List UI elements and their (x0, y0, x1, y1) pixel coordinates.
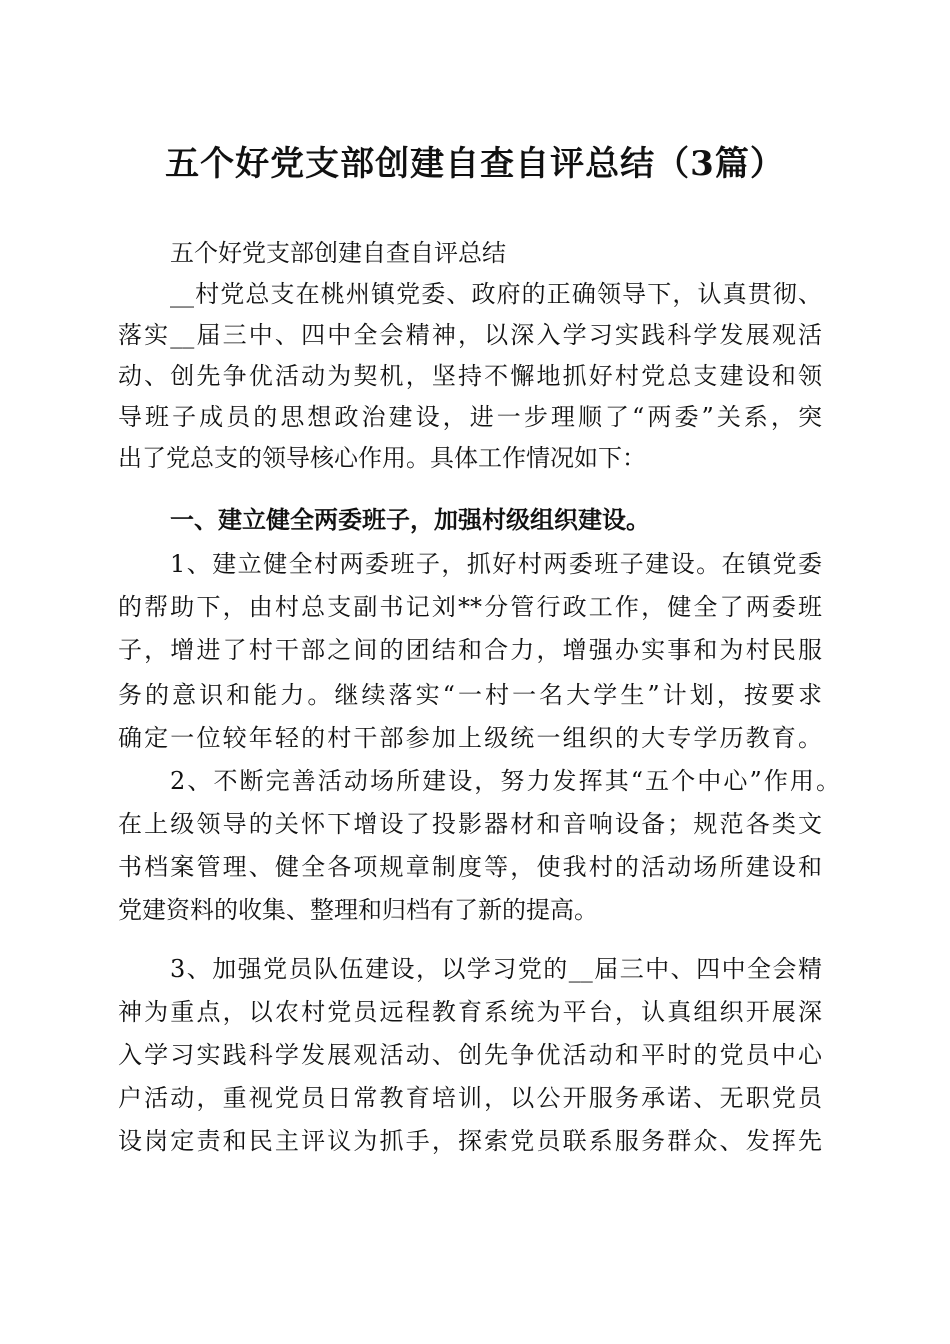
document-title: 五个好党支部创建自查自评总结（3篇） (165, 144, 785, 184)
paragraph-line: 书档案管理、健全各项规章制度等，使我村的活动场所建设和 (118, 853, 822, 881)
paragraph-line: 3、加强党员队伍建设，以学习党的__届三中、四中全会精 (170, 955, 822, 983)
paragraph-line: 动、创先争优活动为契机，坚持不懈地抓好村党总支建设和领 (118, 362, 822, 390)
paragraph-line: 党建资料的收集、整理和归档有了新的提高。 (118, 896, 598, 924)
paragraph-line: 神为重点，以农村党员远程教育系统为平台，认真组织开展深 (118, 998, 822, 1026)
paragraph-line: 户活动，重视党员日常教育培训，以公开服务承诺、无职党员 (118, 1084, 822, 1112)
paragraph-line: __村党总支在桃州镇党委、政府的正确领导下，认真贯彻、 (170, 280, 822, 308)
paragraph-line: 设岗定责和民主评议为抓手，探索党员联系服务群众、发挥先 (118, 1127, 822, 1155)
paragraph-line: 务的意识和能力。继续落实“一村一名大学生”计划，按要求 (118, 681, 822, 709)
paragraph-line: 子，增进了村干部之间的团结和合力，增强办实事和为村民服 (118, 636, 822, 664)
paragraph-line: 确定一位较年轻的村干部参加上级统一组织的大专学历教育。 (118, 724, 822, 752)
paragraph-line: 在上级领导的关怀下增设了投影器材和音响设备；规范各类文 (118, 810, 822, 838)
paragraph-line: 入学习实践科学发展观活动、创先争优活动和平时的党员中心 (118, 1041, 822, 1069)
subtitle: 五个好党支部创建自查自评总结 (170, 239, 506, 267)
paragraph-line: 落实__届三中、四中全会精神，以深入学习实践科学发展观活 (118, 321, 822, 349)
paragraph-line: 2、不断完善活动场所建设，努力发挥其“五个中心”作用。 (170, 767, 840, 795)
paragraph-line: 出了党总支的领导核心作用。具体工作情况如下： (118, 444, 646, 472)
section-heading: 一、建立健全两委班子，加强村级组织建设。 (170, 505, 650, 534)
paragraph-line: 导班子成员的思想政治建设，进一步理顺了“两委”关系，突 (118, 403, 822, 431)
paragraph-line: 的帮助下，由村总支副书记刘**分管行政工作，健全了两委班 (118, 593, 822, 621)
paragraph-line: 1、建立健全村两委班子，抓好村两委班子建设。在镇党委 (170, 550, 822, 578)
